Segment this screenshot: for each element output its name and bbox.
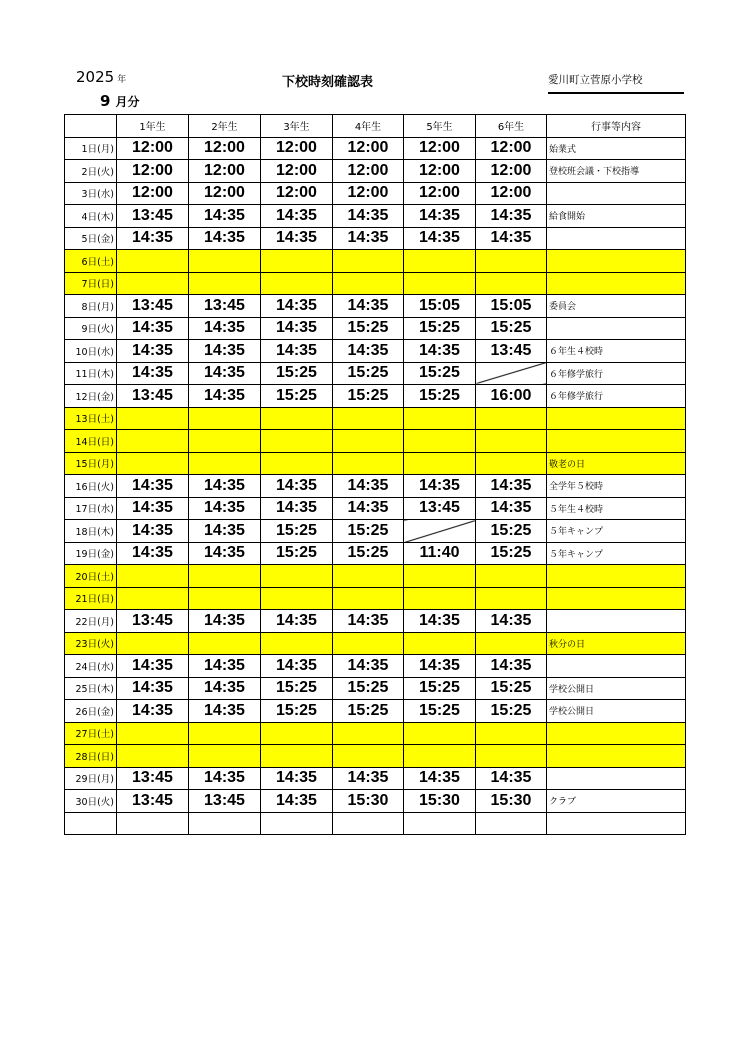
time-cell-grade-6: 12:00 bbox=[476, 160, 547, 183]
event-cell: 秋分の日 bbox=[547, 632, 686, 655]
table-row bbox=[65, 452, 686, 475]
table-row bbox=[65, 520, 686, 543]
time-cell-grade-6: 15:25 bbox=[476, 520, 547, 543]
time-cell-grade-2: 14:35 bbox=[189, 317, 261, 340]
time-cell-grade-3 bbox=[261, 452, 333, 475]
time-cell-grade-1 bbox=[117, 745, 189, 768]
time-cell-grade-4 bbox=[333, 407, 404, 430]
time-cell-grade-4 bbox=[333, 565, 404, 588]
table-row bbox=[65, 610, 686, 633]
date-cell: 14日(日) bbox=[65, 430, 117, 453]
time-cell-grade-4: 14:35 bbox=[333, 475, 404, 498]
event-cell: 委員会 bbox=[547, 295, 686, 318]
time-cell-grade-6 bbox=[476, 250, 547, 273]
year-suffix: 年 bbox=[117, 75, 127, 85]
date-cell: 20日(土) bbox=[65, 565, 117, 588]
time-cell-grade-3: 15:25 bbox=[261, 362, 333, 385]
time-cell-grade-1: 13:45 bbox=[117, 205, 189, 228]
time-cell-grade-6: 15:25 bbox=[476, 677, 547, 700]
time-cell-grade-3 bbox=[261, 407, 333, 430]
time-cell-grade-6 bbox=[476, 430, 547, 453]
time-cell-grade-4 bbox=[333, 812, 404, 835]
time-cell-grade-2: 12:00 bbox=[189, 160, 261, 183]
date-cell: 26日(金) bbox=[65, 700, 117, 723]
table-row bbox=[65, 407, 686, 430]
dismissal-time-table bbox=[64, 114, 686, 835]
column-header-date bbox=[65, 115, 117, 138]
time-cell-grade-3: 15:25 bbox=[261, 542, 333, 565]
time-cell-grade-1: 14:35 bbox=[117, 475, 189, 498]
time-cell-grade-2 bbox=[189, 812, 261, 835]
date-cell: 12日(金) bbox=[65, 385, 117, 408]
time-cell-grade-6: 14:35 bbox=[476, 497, 547, 520]
time-cell-grade-1 bbox=[117, 587, 189, 610]
time-cell-grade-3 bbox=[261, 722, 333, 745]
time-cell-grade-6: 12:00 bbox=[476, 182, 547, 205]
table-row bbox=[65, 745, 686, 768]
event-cell bbox=[547, 407, 686, 430]
date-cell: 30日(火) bbox=[65, 790, 117, 813]
column-header-grade-4: 4年生 bbox=[333, 115, 404, 138]
time-cell-grade-2: 14:35 bbox=[189, 767, 261, 790]
time-cell-grade-2 bbox=[189, 407, 261, 430]
time-cell-grade-1: 13:45 bbox=[117, 610, 189, 633]
time-cell-grade-6: 14:35 bbox=[476, 205, 547, 228]
time-cell-grade-1: 14:35 bbox=[117, 317, 189, 340]
time-cell-grade-2: 14:35 bbox=[189, 385, 261, 408]
time-cell-grade-2: 14:35 bbox=[189, 677, 261, 700]
table-row bbox=[65, 767, 686, 790]
date-cell: 17日(水) bbox=[65, 497, 117, 520]
time-cell-grade-5: 15:25 bbox=[404, 677, 476, 700]
event-cell bbox=[547, 587, 686, 610]
time-cell-grade-1 bbox=[117, 452, 189, 475]
event-cell bbox=[547, 227, 686, 250]
time-cell-grade-2: 13:45 bbox=[189, 790, 261, 813]
time-cell-grade-3 bbox=[261, 430, 333, 453]
event-cell bbox=[547, 565, 686, 588]
time-cell-grade-4 bbox=[333, 587, 404, 610]
date-cell: 2日(火) bbox=[65, 160, 117, 183]
time-cell-grade-3: 14:35 bbox=[261, 790, 333, 813]
time-cell-grade-3: 14:35 bbox=[261, 767, 333, 790]
event-cell: ６年修学旅行 bbox=[547, 385, 686, 408]
time-cell-grade-1: 14:35 bbox=[117, 362, 189, 385]
date-cell: 24日(水) bbox=[65, 655, 117, 678]
time-cell-grade-1: 14:35 bbox=[117, 227, 189, 250]
date-cell: 10日(水) bbox=[65, 340, 117, 363]
column-header-grade-5: 5年生 bbox=[404, 115, 476, 138]
time-cell-grade-4 bbox=[333, 430, 404, 453]
table-row bbox=[65, 272, 686, 295]
time-cell-grade-5: 14:35 bbox=[404, 205, 476, 228]
school-name: 愛川町立菅原小学校 bbox=[548, 72, 684, 94]
event-cell bbox=[547, 745, 686, 768]
time-cell-grade-4: 14:35 bbox=[333, 295, 404, 318]
time-cell-grade-4: 14:35 bbox=[333, 340, 404, 363]
column-header-grade-2: 2年生 bbox=[189, 115, 261, 138]
date-cell: 6日(土) bbox=[65, 250, 117, 273]
time-cell-grade-6 bbox=[476, 632, 547, 655]
event-cell bbox=[547, 812, 686, 835]
time-cell-grade-5 bbox=[404, 430, 476, 453]
table-row bbox=[65, 160, 686, 183]
date-cell bbox=[65, 812, 117, 835]
date-cell: 27日(土) bbox=[65, 722, 117, 745]
time-cell-grade-5: 15:05 bbox=[404, 295, 476, 318]
time-cell-grade-5 bbox=[404, 452, 476, 475]
time-cell-grade-4: 12:00 bbox=[333, 160, 404, 183]
year-label bbox=[76, 68, 126, 86]
time-cell-grade-2: 14:35 bbox=[189, 340, 261, 363]
time-cell-grade-5: 15:25 bbox=[404, 362, 476, 385]
time-cell-grade-6 bbox=[476, 272, 547, 295]
table-row bbox=[65, 227, 686, 250]
date-cell: 8日(月) bbox=[65, 295, 117, 318]
time-cell-grade-6: 14:35 bbox=[476, 610, 547, 633]
time-cell-grade-3 bbox=[261, 812, 333, 835]
time-cell-grade-3: 14:35 bbox=[261, 475, 333, 498]
time-cell-grade-5 bbox=[404, 632, 476, 655]
time-cell-grade-6: 14:35 bbox=[476, 475, 547, 498]
column-header-grade-3: 3年生 bbox=[261, 115, 333, 138]
time-cell-grade-2: 14:35 bbox=[189, 520, 261, 543]
event-cell: 全学年５校時 bbox=[547, 475, 686, 498]
date-cell: 1日(月) bbox=[65, 137, 117, 160]
header-row bbox=[65, 115, 686, 138]
time-cell-grade-3: 15:25 bbox=[261, 385, 333, 408]
time-cell-grade-1: 12:00 bbox=[117, 137, 189, 160]
table-row bbox=[65, 812, 686, 835]
time-cell-grade-6: 15:25 bbox=[476, 700, 547, 723]
time-cell-grade-5: 14:35 bbox=[404, 227, 476, 250]
time-cell-grade-5: 12:00 bbox=[404, 160, 476, 183]
time-cell-grade-2: 14:35 bbox=[189, 700, 261, 723]
time-cell-grade-2 bbox=[189, 745, 261, 768]
event-cell bbox=[547, 317, 686, 340]
date-cell: 25日(木) bbox=[65, 677, 117, 700]
time-cell-grade-6: 15:05 bbox=[476, 295, 547, 318]
year-value: 2025 bbox=[76, 68, 115, 86]
event-cell: ５年生４校時 bbox=[547, 497, 686, 520]
date-cell: 18日(木) bbox=[65, 520, 117, 543]
event-cell: 給食開始 bbox=[547, 205, 686, 228]
time-cell-grade-4: 14:35 bbox=[333, 227, 404, 250]
time-cell-grade-6 bbox=[476, 407, 547, 430]
time-cell-grade-5: 12:00 bbox=[404, 137, 476, 160]
event-cell: 登校班会議・下校指導 bbox=[547, 160, 686, 183]
time-cell-grade-3: 15:25 bbox=[261, 520, 333, 543]
time-cell-grade-5: 15:30 bbox=[404, 790, 476, 813]
month-label bbox=[100, 92, 139, 110]
time-cell-grade-4: 15:25 bbox=[333, 542, 404, 565]
time-cell-grade-2: 13:45 bbox=[189, 295, 261, 318]
time-cell-grade-6: 14:35 bbox=[476, 227, 547, 250]
date-cell: 9日(火) bbox=[65, 317, 117, 340]
date-cell: 28日(日) bbox=[65, 745, 117, 768]
time-cell-grade-3: 14:35 bbox=[261, 295, 333, 318]
time-cell-grade-4: 15:25 bbox=[333, 385, 404, 408]
event-cell bbox=[547, 272, 686, 295]
event-cell: ５年キャンプ bbox=[547, 542, 686, 565]
time-cell-grade-5: 11:40 bbox=[404, 542, 476, 565]
no-dismissal-slash-cell bbox=[476, 362, 547, 385]
table-row bbox=[65, 475, 686, 498]
page-title: 下校時刻確認表 bbox=[282, 75, 374, 90]
table-row bbox=[65, 542, 686, 565]
time-cell-grade-1 bbox=[117, 272, 189, 295]
time-cell-grade-4: 12:00 bbox=[333, 182, 404, 205]
time-cell-grade-5: 15:25 bbox=[404, 700, 476, 723]
time-cell-grade-1: 13:45 bbox=[117, 767, 189, 790]
time-cell-grade-1: 13:45 bbox=[117, 385, 189, 408]
time-cell-grade-4: 15:30 bbox=[333, 790, 404, 813]
table-row bbox=[65, 250, 686, 273]
time-cell-grade-5 bbox=[404, 587, 476, 610]
month-suffix: 月分 bbox=[115, 95, 140, 109]
time-cell-grade-6 bbox=[476, 452, 547, 475]
time-cell-grade-4: 14:35 bbox=[333, 655, 404, 678]
date-cell: 11日(木) bbox=[65, 362, 117, 385]
table-body bbox=[65, 137, 686, 835]
time-cell-grade-5 bbox=[404, 812, 476, 835]
time-cell-grade-6 bbox=[476, 565, 547, 588]
time-cell-grade-1: 14:35 bbox=[117, 520, 189, 543]
time-cell-grade-6: 15:30 bbox=[476, 790, 547, 813]
date-cell: 19日(金) bbox=[65, 542, 117, 565]
table-row bbox=[65, 722, 686, 745]
time-cell-grade-4 bbox=[333, 250, 404, 273]
time-cell-grade-3: 15:25 bbox=[261, 677, 333, 700]
time-cell-grade-2 bbox=[189, 587, 261, 610]
time-cell-grade-2: 14:35 bbox=[189, 542, 261, 565]
table-row bbox=[65, 137, 686, 160]
time-cell-grade-6: 14:35 bbox=[476, 655, 547, 678]
column-header-events: 行事等内容 bbox=[547, 115, 686, 138]
time-cell-grade-3: 14:35 bbox=[261, 497, 333, 520]
time-cell-grade-1 bbox=[117, 407, 189, 430]
time-cell-grade-1 bbox=[117, 565, 189, 588]
event-cell: ６年生４校時 bbox=[547, 340, 686, 363]
time-cell-grade-2: 12:00 bbox=[189, 182, 261, 205]
date-cell: 5日(金) bbox=[65, 227, 117, 250]
date-cell: 29日(月) bbox=[65, 767, 117, 790]
event-cell: 学校公開日 bbox=[547, 677, 686, 700]
time-cell-grade-3: 14:35 bbox=[261, 655, 333, 678]
time-cell-grade-2 bbox=[189, 430, 261, 453]
time-cell-grade-3: 14:35 bbox=[261, 610, 333, 633]
time-cell-grade-3 bbox=[261, 632, 333, 655]
table-row bbox=[65, 497, 686, 520]
time-cell-grade-1: 12:00 bbox=[117, 160, 189, 183]
time-cell-grade-3: 14:35 bbox=[261, 317, 333, 340]
time-cell-grade-3 bbox=[261, 272, 333, 295]
table-row bbox=[65, 430, 686, 453]
time-cell-grade-4: 14:35 bbox=[333, 205, 404, 228]
table-row bbox=[65, 317, 686, 340]
event-cell: ６年修学旅行 bbox=[547, 362, 686, 385]
date-cell: 21日(日) bbox=[65, 587, 117, 610]
time-cell-grade-5 bbox=[404, 565, 476, 588]
time-cell-grade-4: 14:35 bbox=[333, 497, 404, 520]
time-cell-grade-2 bbox=[189, 722, 261, 745]
table-row bbox=[65, 565, 686, 588]
table-row bbox=[65, 587, 686, 610]
time-cell-grade-3: 14:35 bbox=[261, 205, 333, 228]
time-cell-grade-2 bbox=[189, 250, 261, 273]
time-cell-grade-6 bbox=[476, 745, 547, 768]
table-row bbox=[65, 790, 686, 813]
time-cell-grade-4: 14:35 bbox=[333, 610, 404, 633]
event-cell bbox=[547, 430, 686, 453]
date-cell: 3日(水) bbox=[65, 182, 117, 205]
time-cell-grade-2: 14:35 bbox=[189, 497, 261, 520]
event-cell bbox=[547, 182, 686, 205]
no-dismissal-slash-cell bbox=[404, 520, 476, 543]
time-cell-grade-1 bbox=[117, 812, 189, 835]
time-cell-grade-6: 15:25 bbox=[476, 317, 547, 340]
time-cell-grade-5: 14:35 bbox=[404, 610, 476, 633]
event-cell bbox=[547, 250, 686, 273]
time-cell-grade-4: 15:25 bbox=[333, 317, 404, 340]
time-cell-grade-2: 14:35 bbox=[189, 610, 261, 633]
time-cell-grade-4 bbox=[333, 632, 404, 655]
time-cell-grade-5 bbox=[404, 745, 476, 768]
time-cell-grade-5: 13:45 bbox=[404, 497, 476, 520]
time-cell-grade-2: 14:35 bbox=[189, 205, 261, 228]
table-row bbox=[65, 182, 686, 205]
time-cell-grade-5: 15:25 bbox=[404, 385, 476, 408]
time-cell-grade-1: 14:35 bbox=[117, 677, 189, 700]
table-row bbox=[65, 700, 686, 723]
time-cell-grade-6: 12:00 bbox=[476, 137, 547, 160]
table-row bbox=[65, 205, 686, 228]
time-cell-grade-3 bbox=[261, 745, 333, 768]
time-cell-grade-6: 16:00 bbox=[476, 385, 547, 408]
time-cell-grade-3: 15:25 bbox=[261, 700, 333, 723]
time-cell-grade-2: 12:00 bbox=[189, 137, 261, 160]
time-cell-grade-4 bbox=[333, 722, 404, 745]
time-cell-grade-1 bbox=[117, 632, 189, 655]
time-cell-grade-5: 15:25 bbox=[404, 317, 476, 340]
time-cell-grade-1: 14:35 bbox=[117, 340, 189, 363]
time-cell-grade-1: 14:35 bbox=[117, 700, 189, 723]
time-cell-grade-4: 15:25 bbox=[333, 700, 404, 723]
table-row bbox=[65, 362, 686, 385]
time-cell-grade-3: 12:00 bbox=[261, 137, 333, 160]
time-cell-grade-4: 15:25 bbox=[333, 520, 404, 543]
time-cell-grade-1: 13:45 bbox=[117, 790, 189, 813]
time-cell-grade-2 bbox=[189, 272, 261, 295]
event-cell: 学校公開日 bbox=[547, 700, 686, 723]
time-cell-grade-1 bbox=[117, 722, 189, 745]
time-cell-grade-2 bbox=[189, 452, 261, 475]
time-cell-grade-6 bbox=[476, 587, 547, 610]
time-cell-grade-5: 14:35 bbox=[404, 475, 476, 498]
date-cell: 15日(月) bbox=[65, 452, 117, 475]
time-cell-grade-5: 12:00 bbox=[404, 182, 476, 205]
event-cell: クラブ bbox=[547, 790, 686, 813]
time-cell-grade-1: 13:45 bbox=[117, 295, 189, 318]
time-cell-grade-2 bbox=[189, 632, 261, 655]
date-cell: 23日(火) bbox=[65, 632, 117, 655]
time-cell-grade-4: 15:25 bbox=[333, 362, 404, 385]
date-cell: 13日(土) bbox=[65, 407, 117, 430]
time-cell-grade-5 bbox=[404, 722, 476, 745]
time-cell-grade-3 bbox=[261, 565, 333, 588]
time-cell-grade-4: 15:25 bbox=[333, 677, 404, 700]
time-cell-grade-4 bbox=[333, 452, 404, 475]
time-cell-grade-6 bbox=[476, 722, 547, 745]
date-cell: 4日(木) bbox=[65, 205, 117, 228]
event-cell bbox=[547, 610, 686, 633]
table-row bbox=[65, 677, 686, 700]
time-cell-grade-2: 14:35 bbox=[189, 362, 261, 385]
table-row bbox=[65, 385, 686, 408]
event-cell: 始業式 bbox=[547, 137, 686, 160]
event-cell: 敬老の日 bbox=[547, 452, 686, 475]
time-cell-grade-2: 14:35 bbox=[189, 227, 261, 250]
date-cell: 22日(月) bbox=[65, 610, 117, 633]
month-value: 9 bbox=[100, 92, 111, 110]
time-cell-grade-3 bbox=[261, 250, 333, 273]
table-row bbox=[65, 295, 686, 318]
time-cell-grade-3: 14:35 bbox=[261, 340, 333, 363]
time-cell-grade-4 bbox=[333, 745, 404, 768]
column-header-grade-1: 1年生 bbox=[117, 115, 189, 138]
table-row bbox=[65, 655, 686, 678]
time-cell-grade-1 bbox=[117, 430, 189, 453]
time-cell-grade-6: 13:45 bbox=[476, 340, 547, 363]
time-cell-grade-3: 14:35 bbox=[261, 227, 333, 250]
date-cell: 16日(火) bbox=[65, 475, 117, 498]
time-cell-grade-1: 14:35 bbox=[117, 655, 189, 678]
time-cell-grade-5 bbox=[404, 250, 476, 273]
time-cell-grade-2: 14:35 bbox=[189, 655, 261, 678]
time-cell-grade-3: 12:00 bbox=[261, 182, 333, 205]
time-cell-grade-2 bbox=[189, 565, 261, 588]
time-cell-grade-5 bbox=[404, 407, 476, 430]
time-cell-grade-1: 14:35 bbox=[117, 542, 189, 565]
time-cell-grade-1 bbox=[117, 250, 189, 273]
event-cell bbox=[547, 767, 686, 790]
column-header-grade-6: 6年生 bbox=[476, 115, 547, 138]
event-cell bbox=[547, 722, 686, 745]
table-row bbox=[65, 340, 686, 363]
time-cell-grade-1: 12:00 bbox=[117, 182, 189, 205]
event-cell bbox=[547, 655, 686, 678]
table-row bbox=[65, 632, 686, 655]
time-cell-grade-5: 14:35 bbox=[404, 340, 476, 363]
date-cell: 7日(日) bbox=[65, 272, 117, 295]
time-cell-grade-1: 14:35 bbox=[117, 497, 189, 520]
event-cell: ５年キャンプ bbox=[547, 520, 686, 543]
time-cell-grade-3 bbox=[261, 587, 333, 610]
time-cell-grade-4: 12:00 bbox=[333, 137, 404, 160]
time-cell-grade-6: 14:35 bbox=[476, 767, 547, 790]
time-cell-grade-5: 14:35 bbox=[404, 655, 476, 678]
time-cell-grade-6: 15:25 bbox=[476, 542, 547, 565]
time-cell-grade-2: 14:35 bbox=[189, 475, 261, 498]
time-cell-grade-5 bbox=[404, 272, 476, 295]
time-cell-grade-6 bbox=[476, 812, 547, 835]
time-cell-grade-4 bbox=[333, 272, 404, 295]
time-cell-grade-5: 14:35 bbox=[404, 767, 476, 790]
time-cell-grade-3: 12:00 bbox=[261, 160, 333, 183]
time-cell-grade-4: 14:35 bbox=[333, 767, 404, 790]
